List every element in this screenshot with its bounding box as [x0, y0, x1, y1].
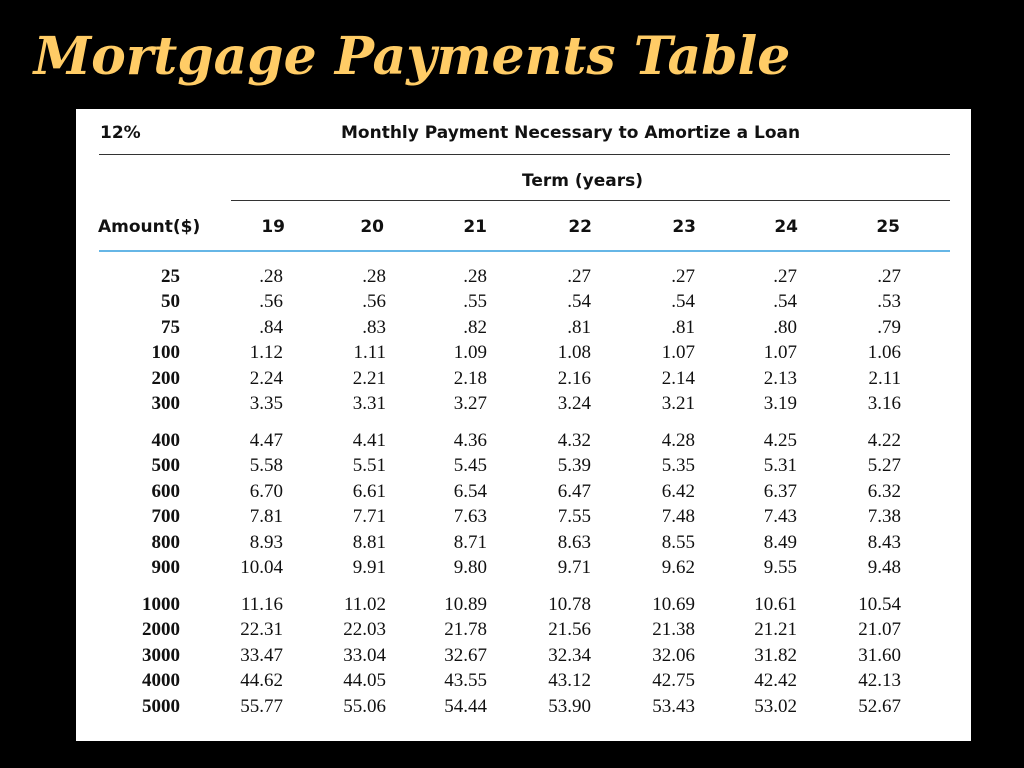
payment-cell: 52.67 [858, 695, 901, 717]
payment-cell: 2.13 [763, 367, 797, 389]
payment-cell: 43.55 [444, 670, 487, 692]
payment-cell: 3.21 [661, 393, 695, 414]
payment-cell: 3.27 [453, 393, 487, 414]
loan-amount-cell: 400 [151, 430, 180, 451]
payment-cell: 1.08 [557, 342, 591, 364]
payment-cell: 6.54 [453, 480, 487, 502]
payment-cell: 3.19 [763, 393, 797, 414]
payment-cell: 8.63 [557, 531, 591, 553]
payment-cell: .81 [567, 316, 591, 338]
payment-cell: 5.58 [249, 455, 283, 477]
payment-cell: 1.06 [867, 342, 901, 364]
payment-cell: 42.75 [652, 670, 695, 692]
payment-cell: 54.44 [444, 695, 487, 717]
payment-cell: 22.03 [343, 619, 386, 641]
payment-cell: .81 [671, 316, 695, 338]
term-column-header: 24 [774, 217, 798, 237]
term-column-header: 19 [261, 217, 285, 237]
payment-cell: 11.02 [343, 594, 386, 615]
payment-cell: 53.02 [754, 695, 797, 717]
payment-cell: 2.11 [868, 367, 901, 389]
payment-cell: 5.31 [763, 455, 797, 477]
payment-cell: .28 [259, 266, 283, 287]
payment-cell: 1.07 [763, 342, 797, 364]
payment-cell: .83 [362, 316, 386, 338]
payment-cell: 53.90 [548, 695, 591, 717]
payment-cell: .56 [362, 291, 386, 313]
payment-cell: 6.70 [249, 480, 283, 502]
payment-cell: 10.04 [240, 557, 283, 578]
payment-cell: .28 [362, 266, 386, 287]
payment-cell: 2.24 [249, 367, 283, 389]
loan-amount-cell: 500 [151, 455, 180, 477]
payment-cell: 43.12 [548, 670, 591, 692]
payment-cell: 7.63 [453, 506, 487, 528]
payment-cell: 32.06 [652, 644, 695, 666]
term-column-header: 22 [568, 217, 592, 237]
payment-cell: .82 [463, 316, 487, 338]
payment-cell: 6.37 [763, 480, 797, 502]
term-column-header: 21 [463, 217, 487, 237]
payment-cell: 32.67 [444, 644, 487, 666]
payment-cell: 9.55 [763, 557, 797, 578]
loan-amount-cell: 100 [151, 342, 180, 364]
payment-cell: 7.43 [763, 506, 797, 528]
slide-title [0, 22, 1012, 92]
term-label: Term (years) [522, 171, 644, 191]
payment-cell: 6.47 [557, 480, 591, 502]
payment-cell: 10.54 [858, 594, 901, 615]
term-column-header: 20 [360, 217, 384, 237]
payment-cell: 4.36 [453, 430, 487, 451]
payment-cell: .54 [671, 291, 695, 313]
payment-cell: 21.78 [444, 619, 487, 641]
payment-cell: 21.38 [652, 619, 695, 641]
loan-amount-cell: 5000 [142, 695, 180, 717]
loan-amount-cell: 3000 [142, 644, 180, 666]
payment-cell: 33.47 [240, 644, 283, 666]
payment-cell: 1.12 [249, 342, 283, 364]
payment-cell: .28 [463, 266, 487, 287]
payment-cell: .84 [259, 316, 283, 338]
payment-cell: 3.16 [867, 393, 901, 414]
payment-cell: .80 [773, 316, 797, 338]
payment-cell: 10.89 [444, 594, 487, 615]
payment-cell: 9.80 [453, 557, 487, 578]
payment-cell: 55.77 [240, 695, 283, 717]
loan-amount-cell: 50 [161, 291, 180, 313]
payment-cell: 32.34 [548, 644, 591, 666]
payment-cell: 1.09 [453, 342, 487, 364]
payment-cell: 8.43 [867, 531, 901, 553]
payment-cell: 8.55 [661, 531, 695, 553]
payment-cell: 8.81 [352, 531, 386, 553]
payment-cell: 4.28 [661, 430, 695, 451]
interest-rate-label: 12% [100, 123, 141, 143]
payment-cell: 9.91 [352, 557, 386, 578]
payment-cell: 5.35 [661, 455, 695, 477]
payment-cell: 8.93 [249, 531, 283, 553]
payment-cell: 2.21 [352, 367, 386, 389]
payment-cell: .27 [877, 266, 901, 287]
payment-cell: 4.25 [763, 430, 797, 451]
payment-cell: 5.27 [867, 455, 901, 477]
slide-title-text: Mortgage Payments Table [33, 26, 791, 87]
payment-cell: .55 [463, 291, 487, 313]
payment-cell: 4.41 [352, 430, 386, 451]
payment-cell: 55.06 [343, 695, 386, 717]
payment-cell: 1.07 [661, 342, 695, 364]
payment-cell: 21.56 [548, 619, 591, 641]
payment-cell: .27 [773, 266, 797, 287]
payment-cell: .54 [567, 291, 591, 313]
loan-amount-cell: 25 [161, 266, 180, 287]
payment-cell: .79 [877, 316, 901, 338]
loan-amount-cell: 75 [161, 316, 180, 338]
payment-cell: 7.48 [661, 506, 695, 528]
payment-cell: 6.42 [661, 480, 695, 502]
payment-cell: 10.69 [652, 594, 695, 615]
payment-cell: 5.51 [352, 455, 386, 477]
payment-cell: .27 [671, 266, 695, 287]
loan-amount-cell: 2000 [142, 619, 180, 641]
loan-amount-cell: 200 [151, 367, 180, 389]
payment-cell: 22.31 [240, 619, 283, 641]
payment-cell: 9.48 [867, 557, 901, 578]
payment-cell: 31.82 [754, 644, 797, 666]
payment-cell: .27 [567, 266, 591, 287]
payment-cell: 4.32 [557, 430, 591, 451]
payment-cell: 6.32 [867, 480, 901, 502]
payment-cell: 6.61 [352, 480, 386, 502]
payment-cell: 2.16 [557, 367, 591, 389]
payment-cell: 10.61 [754, 594, 797, 615]
payment-cell: .53 [877, 291, 901, 313]
payment-cell: 44.05 [343, 670, 386, 692]
mortgage-table-panel [76, 109, 971, 741]
payment-cell: 9.71 [557, 557, 591, 578]
payment-cell: 4.22 [867, 430, 901, 451]
payment-cell: 44.62 [240, 670, 283, 692]
payment-cell: 31.60 [858, 644, 901, 666]
loan-amount-cell: 900 [151, 557, 180, 578]
payment-cell: 7.55 [557, 506, 591, 528]
payment-cell: 9.62 [661, 557, 695, 578]
table-caption: Monthly Payment Necessary to Amortize a Loan [341, 123, 801, 143]
loan-amount-cell: 700 [151, 506, 180, 528]
term-divider [231, 200, 950, 201]
loan-amount-cell: 800 [151, 531, 180, 553]
loan-amount-cell: 1000 [142, 594, 180, 615]
payment-cell: .54 [773, 291, 797, 313]
payment-cell: 7.81 [249, 506, 283, 528]
payment-cell: 5.45 [453, 455, 487, 477]
amount-column-header: Amount($) [98, 217, 201, 237]
payment-cell: 21.07 [858, 619, 901, 641]
payment-cell: .56 [259, 291, 283, 313]
caption-divider [99, 154, 950, 155]
payment-cell: 53.43 [652, 695, 695, 717]
loan-amount-cell: 4000 [142, 670, 180, 692]
header-divider [99, 250, 950, 252]
payment-cell: 8.71 [453, 531, 487, 553]
payment-cell: 42.13 [858, 670, 901, 692]
term-column-header: 23 [672, 217, 696, 237]
term-column-header: 25 [876, 217, 900, 237]
loan-amount-cell: 300 [151, 393, 180, 414]
payment-cell: 33.04 [343, 644, 386, 666]
payment-cell: 11.16 [240, 594, 283, 615]
payment-cell: 2.18 [453, 367, 487, 389]
payment-cell: 1.11 [353, 342, 386, 364]
payment-cell: 42.42 [754, 670, 797, 692]
loan-amount-cell: 600 [151, 480, 180, 502]
payment-cell: 3.35 [249, 393, 283, 414]
payment-cell: 2.14 [661, 367, 695, 389]
payment-cell: 21.21 [754, 619, 797, 641]
payment-cell: 3.24 [557, 393, 591, 414]
payment-cell: 5.39 [557, 455, 591, 477]
payment-cell: 4.47 [249, 430, 283, 451]
payment-cell: 10.78 [548, 594, 591, 615]
payment-cell: 8.49 [763, 531, 797, 553]
payment-cell: 7.38 [867, 506, 901, 528]
payment-cell: 7.71 [352, 506, 386, 528]
payment-cell: 3.31 [352, 393, 386, 414]
